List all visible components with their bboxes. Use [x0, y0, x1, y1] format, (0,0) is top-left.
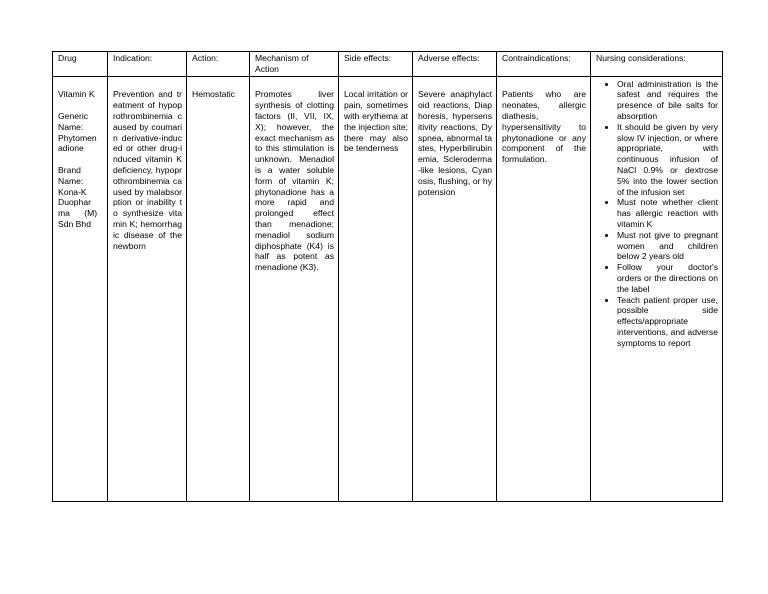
- drug-name: Vitamin K: [58, 89, 95, 100]
- generic-name-block: [58, 111, 103, 154]
- adverse-effects-cell: [413, 76, 497, 501]
- brand-line: Duophar: [58, 197, 91, 208]
- brand-line: ma (M): [58, 208, 98, 219]
- side-effects-cell: [339, 76, 413, 501]
- brand-name-block: [58, 165, 103, 230]
- nursing-item: • Oral administration is the safest and requires the presence of bile salts for absorption: [617, 79, 718, 122]
- generic-line: Generic: [58, 110, 89, 121]
- brand-line: Brand: [58, 164, 81, 175]
- contraindications-text: Patients who are neonates, allergic diathesis, hypersensitivity to phytonadione or any component of the formulation.: [502, 89, 586, 165]
- adverse-effects-text: Severe anaphylactoid reactions, Diaphoresis, hypersensitivity reactions, Dyspnea, abnormal tastes, Hyperbilirubinemia, Scleroderma-like lesions, Cyanosis, flushing, or hypotension: [418, 89, 492, 197]
- header-adverse-effects: Adverse effects:: [413, 52, 497, 77]
- generic-line: adione: [58, 143, 84, 154]
- side-effects-text: Local irritation or pain, sometimes with erythema at the injection site; there may also be tenderness: [344, 89, 409, 154]
- nursing-cell: [591, 76, 723, 501]
- nursing-list: [596, 79, 718, 349]
- nursing-item: • Teach patient proper use, possible side effects/appropriate interventions, and adverse symptoms to report: [617, 295, 718, 349]
- header-row: [53, 52, 723, 77]
- header-indication: Indication:: [108, 52, 187, 77]
- header-drug: Drug: [53, 52, 108, 77]
- nursing-item: • It should be given by very slow IV injection, or where appropriate, with continuous infusion of NaCl 0.9% or dextrose 5% into the lower section of the infusion set: [617, 122, 718, 198]
- header-action: Action:: [187, 52, 250, 77]
- header-side-effects: Side effects:: [339, 52, 413, 77]
- generic-line: Name:: [58, 121, 84, 132]
- contraindications-cell: [497, 76, 591, 501]
- brand-line: Kona-K: [58, 186, 87, 197]
- brand-line: Name:: [58, 175, 84, 186]
- mechanism-text: Promotes liver synthesis of clotting factors (II, VII, IX, X); however, the exact mechanism as to this stimulation is unknown. Menadiol is a water soluble form of vitamin K; phytonadione has a more rapid and prolonged effect than menadione; menadiol sodium diphosphate (K4) is half as potent as menadione (K3).: [255, 89, 334, 273]
- header-nursing: Nursing considerations:: [591, 52, 723, 77]
- nursing-item: • Follow your doctor's orders or the directions on the label: [617, 262, 718, 294]
- brand-line: Sdn Bhd: [58, 218, 91, 229]
- nursing-item: • Must note whether client has allergic reaction with vitamin K: [617, 197, 718, 229]
- generic-line: Phytomen: [58, 132, 97, 143]
- drug-study-table: [52, 51, 723, 502]
- header-mechanism: Mechanism of Action: [250, 52, 339, 77]
- indication-cell: [108, 76, 187, 501]
- indication-text: Prevention and treatment of hypoprothrombinemia caused by coumarin derivative-induced or other drug-induced vitamin K deficiency, hypoprothrombinemia caused by malabsorption or inability to synthesize vitamin K; hemorrhagic disease of the newborn: [113, 89, 182, 251]
- action-text: Hemostatic: [192, 89, 235, 100]
- drug-cell: [53, 76, 108, 501]
- mechanism-cell: [250, 76, 339, 501]
- header-contraindications: Contraindications:: [497, 52, 591, 77]
- action-cell: [187, 76, 250, 501]
- nursing-item: • Must not give to pregnant women and children below 2 years old: [617, 230, 718, 262]
- table-row: [53, 76, 723, 501]
